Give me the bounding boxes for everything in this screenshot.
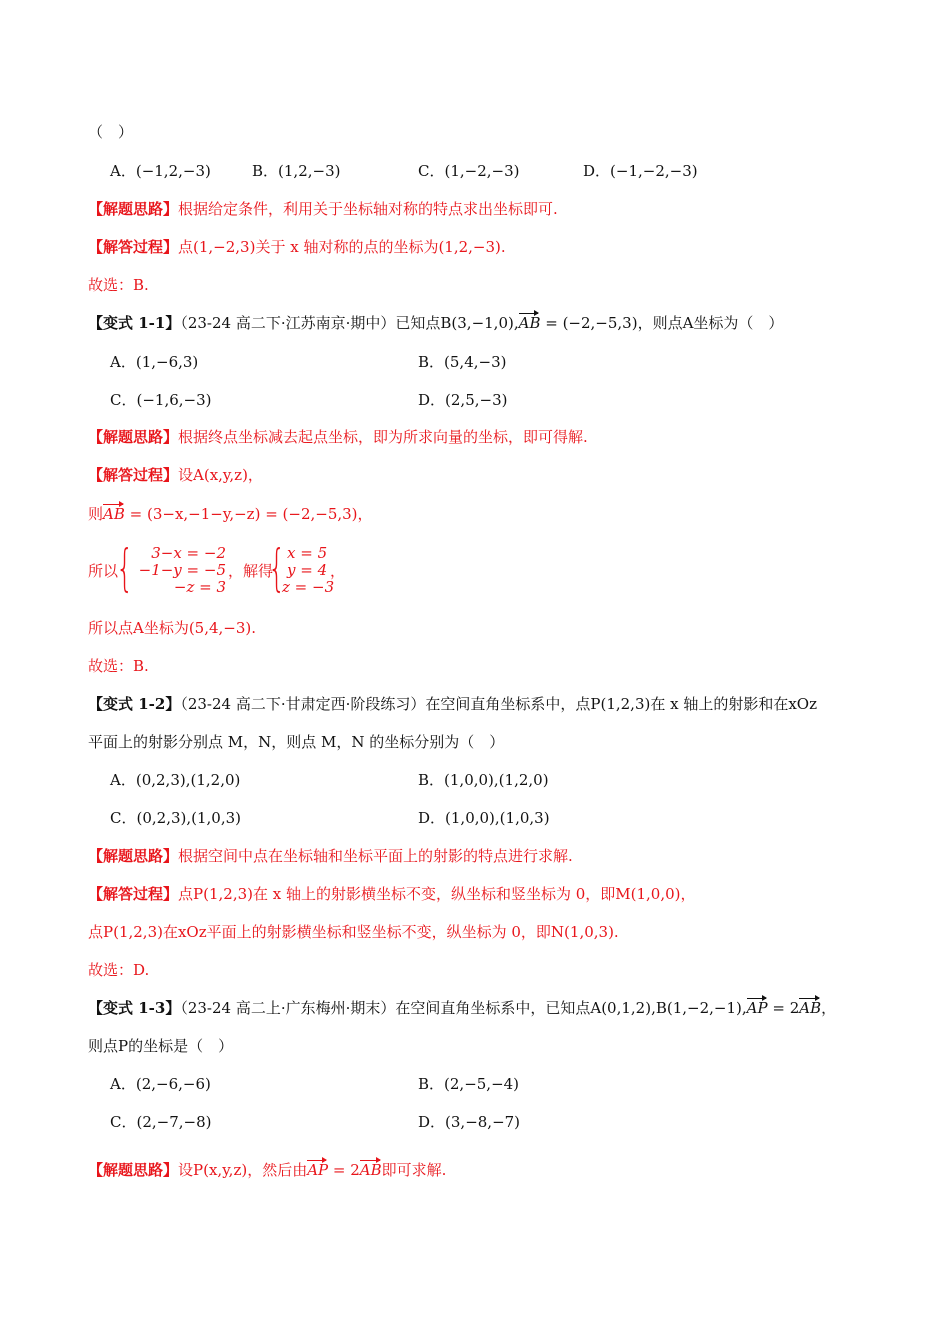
option-c: C．(1,−2,−3) — [418, 162, 520, 180]
option-b: B．(1,2,−3) — [252, 162, 341, 180]
solution-idea: 【解题思路】根据终点坐标减去起点坐标，即为所求向量的坐标，即可得解. — [88, 428, 588, 446]
question-1-3-stem-cont: 则点P的坐标是（ ） — [88, 1037, 234, 1055]
answer-line: 故选：B. — [88, 657, 149, 675]
solution-idea: 【解题思路】根据给定条件，利用关于坐标轴对称的特点求出坐标即可. — [88, 200, 558, 218]
option-d: D．(3,−8,−7) — [418, 1113, 521, 1131]
option-d: D．(1,0,0),(1,0,3) — [418, 809, 550, 827]
question-1-1-stem: 【变式 1-1】（23-24 高二下·江苏南京·期中）已知点B(3,−1,0),AB = (−2,−5,3)，则点A坐标为（ ） — [88, 314, 784, 332]
question-1-3-stem: 【变式 1-3】（23-24 高二上·广东梅州·期末）在空间直角坐标系中，已知点A(0,1,2),B(1,−2,−1),AP = 2AB， — [88, 999, 837, 1017]
answer-line: 故选：D. — [88, 961, 150, 979]
option-a: A．(1,−6,3) — [110, 353, 199, 371]
option-a: A．(−1,2,−3) — [110, 162, 211, 180]
option-c: C．(0,2,3),(1,0,3) — [110, 809, 241, 827]
conclusion: 所以点A坐标为(5,4,−3). — [88, 619, 257, 637]
option-b: B．(5,4,−3) — [418, 353, 507, 371]
option-a: A．(0,2,3),(1,2,0) — [110, 771, 241, 789]
option-b: B．(1,0,0),(1,2,0) — [418, 771, 549, 789]
solution-process: 【解答过程】点(1,−2,3)关于 x 轴对称的点的坐标为(1,2,−3). — [88, 238, 506, 256]
equation-system: 所以 { 3−x = −2 −1−y = −5 −z = 3 ，解得 { x = 5 y = 4 z = −3 ， — [88, 539, 346, 597]
solution-process-cont: 点P(1,2,3)在xOz平面上的射影横坐标和竖坐标不变，纵坐标为 0，即N(1,0,3). — [88, 923, 619, 941]
option-d: D．(−1,−2,−3) — [583, 162, 698, 180]
option-b: B．(2,−5,−4) — [418, 1075, 520, 1093]
solution-idea: 【解题思路】根据空间中点在坐标轴和坐标平面上的射影的特点进行求解. — [88, 847, 573, 865]
vector-equation: 则AB = (3−x,−1−y,−z) = (−2,−5,3)， — [88, 505, 373, 523]
answer-line: 故选：B. — [88, 276, 149, 294]
solution-process: 【解答过程】点P(1,2,3)在 x 轴上的射影横坐标不变，纵坐标和竖坐标为 0，即M(1,0,0)， — [88, 885, 696, 903]
solution-process: 【解答过程】设A(x,y,z)， — [88, 466, 263, 484]
question-1-2-stem-cont: 平面上的射影分别点 M，N，则点 M，N 的坐标分别为（ ） — [88, 733, 505, 751]
option-a: A．(2,−6,−6) — [110, 1075, 211, 1093]
option-c: C．(−1,6,−3) — [110, 391, 212, 409]
option-c: C．(2,−7,−8) — [110, 1113, 212, 1131]
answer-bracket: （ ） — [88, 123, 134, 141]
solution-idea: 【解题思路】设P(x,y,z)，然后由AP = 2AB即可求解. — [88, 1161, 447, 1179]
question-1-2-stem: 【变式 1-2】（23-24 高二下·甘肃定西·阶段练习）在空间直角坐标系中，点P(1,2,3)在 x 轴上的射影和在xOz — [88, 695, 817, 713]
option-d: D．(2,5,−3) — [418, 391, 508, 409]
